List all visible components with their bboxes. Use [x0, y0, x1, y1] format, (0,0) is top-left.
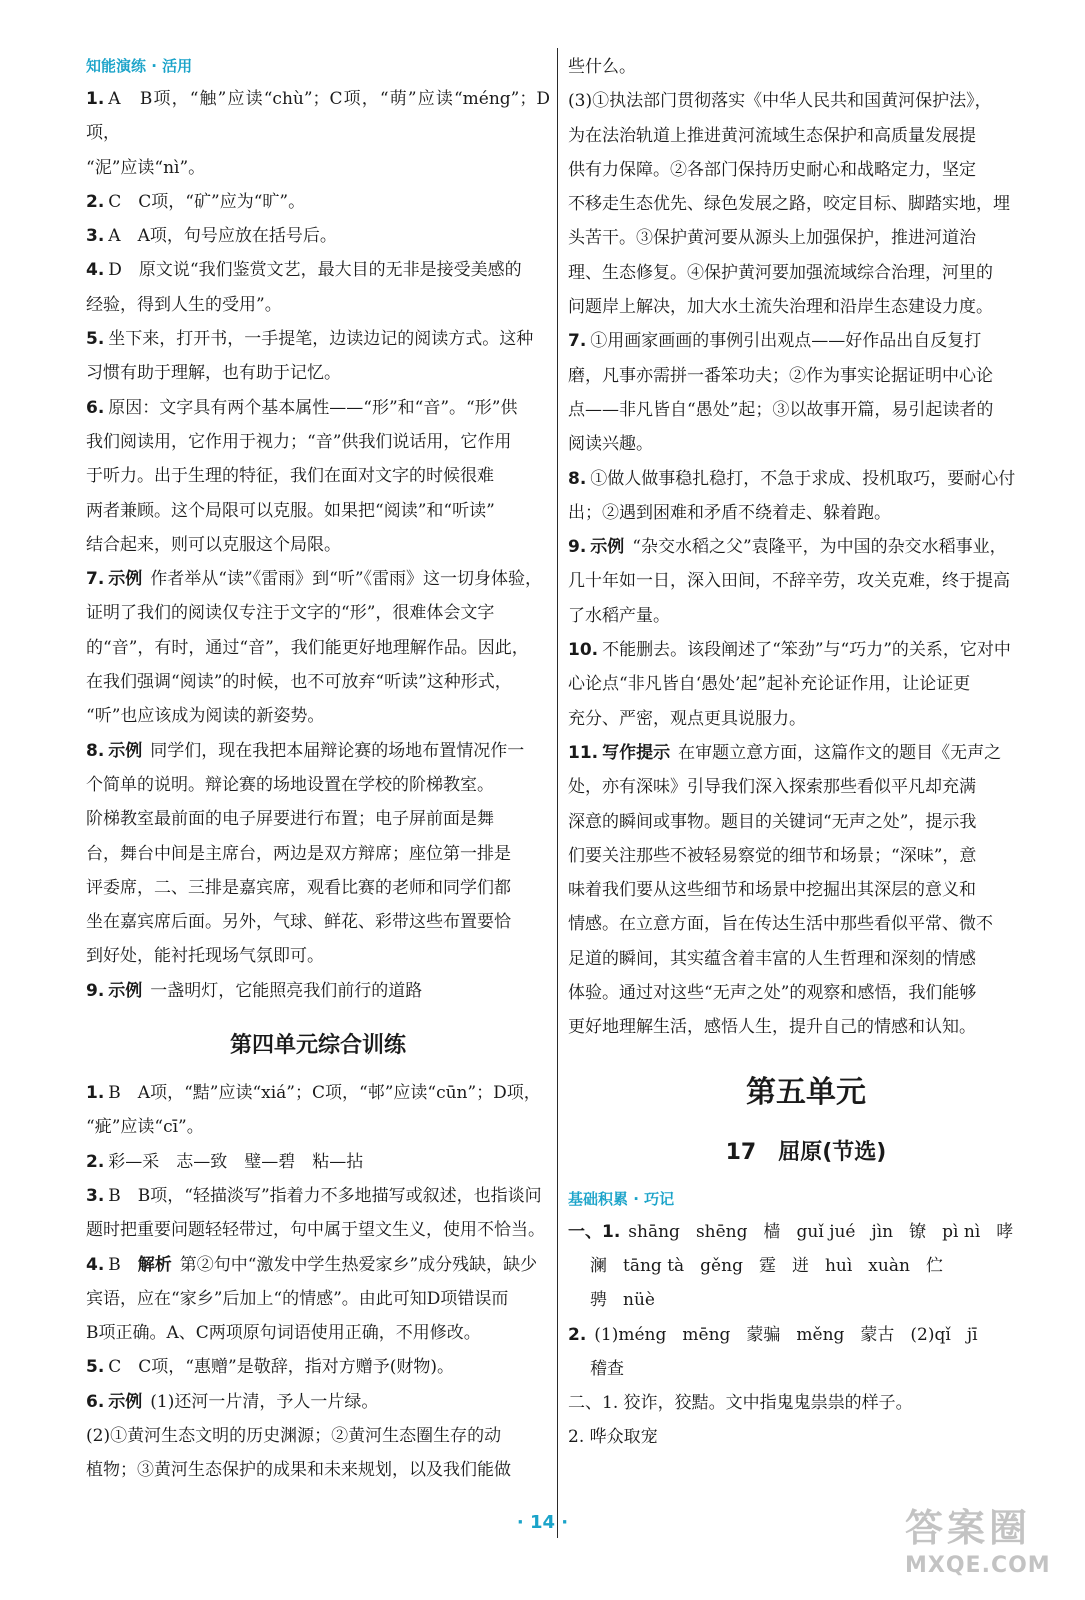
answer-line: [568, 1010, 1044, 1044]
answer-number: 5.: [86, 1357, 105, 1378]
answer-line: [568, 599, 1044, 633]
answer-line-first: [86, 185, 550, 219]
section-label-basics: 基础积累 · 巧记: [568, 1189, 675, 1208]
pinyin-entry: shēng: [695, 1221, 748, 1242]
left-answer-item: [86, 322, 550, 391]
answer-number: 8.: [568, 468, 587, 489]
answer-text: 深意的瞬间或事物。题目的关键词“无声之处”，提示我: [568, 811, 977, 832]
answer-number: 2.: [86, 1151, 105, 1172]
pinyin-entry: (2)qǐ: [910, 1324, 951, 1345]
answer-number: 3.: [86, 1185, 105, 1206]
answer-line: [86, 871, 550, 905]
pinyin-entry: huì: [824, 1255, 853, 1276]
left-answer-item: [86, 734, 550, 974]
answer-text: B项正确。A、C两项原句词语使用正确，不用修改。: [86, 1323, 481, 1344]
answer-text: 习惯有助于理解，也有助于记忆。: [86, 363, 341, 384]
unit4-answer-item: [86, 1248, 550, 1351]
answer-text: 在审题立意方面，这篇作文的题目《无声之: [678, 742, 1002, 763]
answer-text: B B项，“轻描淡写”指着力不多地描写或叙述，也指谈问: [108, 1185, 542, 1206]
unit4-answer-item: [86, 1419, 550, 1488]
pinyin-entry: 蒙古: [860, 1324, 895, 1345]
answer-text: 更好地理解生活，感悟人生，提升自己的情感和认知。: [568, 1017, 976, 1038]
answer-line: [568, 873, 1044, 907]
answer-text: 两者兼顾。这个局限可以克服。如果把“阅读”和“听读”: [86, 500, 495, 521]
page-number: · 14 ·: [516, 1512, 569, 1533]
answer-number: 9.: [568, 537, 587, 558]
answer-line: [86, 151, 550, 185]
answer-number: 2.: [86, 191, 105, 212]
answer-line: [86, 631, 550, 665]
answer-text: “疵”应读“cī”。: [86, 1117, 204, 1138]
answer-6-3-line: (3)①执法部门贯彻落实《中华人民共和国黄河保护法》，: [568, 91, 992, 112]
pinyin-entry: mēng: [682, 1324, 731, 1345]
answer-text: “杂交水稻之父”袁隆平，为中国的杂交水稻事业，: [632, 537, 1007, 558]
answer-number: 1.: [86, 1083, 105, 1104]
pinyin-entry: tāng tà: [623, 1255, 685, 1276]
answer-line: [568, 702, 1044, 736]
answer-line-first: [86, 1350, 550, 1384]
pinyin-entry: 哮: [996, 1221, 1014, 1242]
left-answer-item: [86, 82, 550, 185]
answer-line: [86, 425, 550, 459]
answer-line: [86, 459, 550, 493]
answer-line-first: [568, 633, 1044, 667]
answer-line-first: [86, 1248, 550, 1282]
answer-text: 处，亦有深味》引导我们深入探索那些看似平凡却充满: [568, 777, 976, 798]
unit-five-title: 第五单元: [746, 1074, 866, 1110]
answer-text: 在我们强调“阅读”的时候，也不可放弃“听读”这种形式，: [86, 672, 512, 693]
answer-text: A A项，句号应放在括号后。: [108, 226, 337, 247]
right-answer-item: [568, 462, 1044, 531]
answer-text: 的“音”，有时，通过“音”，我们能更好地理解作品。因此，: [86, 637, 529, 658]
pinyin-entry: 霆: [758, 1255, 776, 1276]
unit4-answer-item: [86, 1145, 550, 1179]
answer-line: [86, 905, 550, 939]
answer-text: 点——非凡皆自“愚处”起；③以故事开篇，易引起读者的: [568, 399, 994, 420]
answer-line-first: [86, 974, 550, 1008]
answer-line-first: [86, 562, 550, 596]
answer-line-first: [86, 1179, 550, 1213]
answer-tag: 写作提示: [602, 742, 671, 763]
answer-text: 彩—采 志—致 璧—碧 粘—拈: [108, 1151, 364, 1172]
pinyin-entry: guǐ jué: [796, 1221, 856, 1242]
answer-line-first: [568, 736, 1044, 770]
answer-line: [86, 768, 550, 802]
answer-6-3-line: 为在法治轨道上推进黄河流域生态保护和高质量发展提: [568, 125, 976, 146]
answer-number: 8.: [86, 740, 105, 761]
answer-line: [568, 393, 1044, 427]
answer-line: [568, 805, 1044, 839]
watermark-top-text: 答案圈: [905, 1506, 1032, 1550]
answer-line-first: [86, 734, 550, 768]
pinyin-entry: xuàn: [868, 1255, 910, 1276]
pinyin-entry: 蒙骗: [746, 1324, 781, 1345]
left-answer-item: [86, 253, 550, 322]
answer-text: 阅读兴趣。: [568, 434, 653, 455]
answer-line: [86, 596, 550, 630]
answer-text: 评委席，二、三排是嘉宾席，观看比赛的老师和同学们都: [86, 877, 511, 898]
answer-line: [568, 770, 1044, 804]
section-label-practice: 知能演练 · 活用: [86, 57, 193, 75]
answer-line: [568, 907, 1044, 941]
answer-text: ①做人做事稳扎稳打，不急于求成、投机取巧，要耐心付: [590, 468, 1016, 489]
answer-text: 宾语，应在“家乡”后加上“的情感”。由此可知D项错误而: [86, 1288, 509, 1309]
answer-6-3-line: 供有力保障。②各部门保持历史耐心和战略定力，坚定: [568, 159, 976, 180]
answer-line-first: [86, 1076, 550, 1110]
pinyin-entry: shāng: [628, 1221, 680, 1242]
answer-line: [568, 359, 1044, 393]
answer-line: [86, 356, 550, 390]
answer-line-first: [86, 219, 550, 253]
answer-line-first: [86, 1419, 550, 1453]
answer-text: 不能删去。该段阐述了“笨劲”与“巧力”的关系，它对中: [602, 640, 1011, 661]
answer-text: 出；②遇到困难和矛盾不绕着走、躲着跑。: [568, 502, 891, 523]
answer-text: 个简单的说明。辩论赛的场地设置在学校的阶梯教室。: [86, 774, 494, 795]
answer-text: 几十年如一日，深入田间，不辞辛劳，攻关克难，终于提高: [568, 571, 1010, 592]
right-answer-item: [568, 324, 1044, 461]
continued-line: 些什么。: [568, 57, 636, 77]
pinyin-entry: jī: [966, 1324, 978, 1345]
answer-line: [568, 564, 1044, 598]
pinyin-row: [568, 1215, 1044, 1249]
pinyin-entry: měng: [796, 1324, 845, 1345]
answer-text: 心论点“非凡皆自‘愚处’起”起补充论证作用，让论证更: [568, 674, 971, 695]
answer-6-3-line: 理、生态修复。④保护黄河要加强流域综合治理，河里的: [568, 262, 993, 283]
answer-number: 9.: [86, 980, 105, 1001]
answer-text: A B项，“触”应读“chù”；C项，“萌”应读“méng”；D项，: [86, 89, 550, 144]
answer-line: 二、1. 狡诈，狡黠。文中指鬼鬼祟祟的样子。: [568, 1393, 913, 1414]
answer-text: 坐在嘉宾席后面。另外，气球、鲜花、彩带这些布置要恰: [86, 912, 511, 933]
answer-text: 足道的瞬间，其实蕴含着丰富的人生哲理和深刻的情感: [568, 948, 976, 969]
answer-text: 情感。在立意方面，旨在传达生活中那些看似平常、微不: [568, 914, 993, 935]
answer-line: [86, 699, 550, 733]
answer-line-first: [86, 253, 550, 287]
answer-line: [86, 1282, 550, 1316]
answer-text: 题时把重要问题轻轻带过，句中属于望文生义，使用不恰当。: [86, 1220, 545, 1241]
answer-text: 台，舞台中间是主席台，两边是双方辩席；座位第一排是: [86, 843, 511, 864]
answer-text: C C项，“惠赠”是敬辞，指对方赠予(财物)。: [108, 1357, 454, 1378]
answer-line: 2. 哗众取宠: [568, 1427, 658, 1448]
pinyin-row: [568, 1283, 1044, 1317]
answer-text: “泥”应读“nì”。: [86, 157, 206, 178]
answer-text: 坐下来，打开书，一手提笔，边读边记的阅读方式。这种: [108, 329, 534, 350]
answer-text: 原因：文字具有两个基本属性——“形”和“音”。“形”供: [108, 397, 518, 418]
answer-line: [568, 427, 1044, 461]
answer-6-3-line: 头苦干。③保护黄河要从源头上加强保护，推进河道治: [568, 228, 976, 249]
answer-text: 第②句中“激发中学生热爱家乡”成分残缺，缺少: [179, 1254, 538, 1275]
left-column: [86, 50, 550, 1488]
answer-text: D 原文说“我们鉴赏文艺，最大目的无非是接受美感的: [108, 260, 522, 281]
answer-line-first: [86, 82, 550, 151]
right-answer-item: [568, 530, 1044, 633]
answer-number: 7.: [86, 569, 105, 590]
answer-line: [86, 1213, 550, 1247]
answer-tag: 示例: [108, 740, 143, 761]
answer-text: 证明了我们的阅读仅专注于文字的“形”，很难体会文字: [86, 603, 495, 624]
pinyin-entry: (1)méng: [594, 1324, 667, 1345]
answer-text: 了水稻产量。: [568, 605, 670, 626]
answer-text: 经验，得到人生的受用”。: [86, 294, 282, 315]
answer-text: “听”也应该成为阅读的新姿势。: [86, 706, 325, 727]
answer-text: 作者举从“读”《雷雨》到“听”《雷雨》这一切身体验，: [150, 569, 543, 590]
pinyin-entry: pì nì: [942, 1221, 981, 1242]
pinyin-entry: 稽查: [590, 1358, 624, 1379]
answer-line-first: [86, 391, 550, 425]
answer-number: 6.: [86, 397, 105, 418]
answer-number: 7.: [568, 331, 587, 352]
answer-text: B A项，“黠”应读“xiá”；C项，“邨”应读“cūn”；D项，: [108, 1083, 541, 1104]
answer-line: [86, 837, 550, 871]
left-answer-item: [86, 219, 550, 253]
right-answer-list: [568, 324, 1044, 1044]
answer-line-first: [86, 322, 550, 356]
answer-choice: B: [108, 1254, 138, 1275]
pinyin-entry: 伫: [925, 1255, 943, 1276]
answer-text: 到好处，能衬托现场气氛即可。: [86, 946, 324, 967]
left-answer-item: [86, 974, 550, 1008]
answer-line: [86, 1453, 550, 1487]
answer-number: 1.: [86, 89, 105, 109]
unit4-answer-item: [86, 1076, 550, 1145]
answer-line: [86, 1316, 550, 1350]
pinyin-entry: 澜: [590, 1255, 607, 1276]
pinyin-entry: 镣: [909, 1221, 927, 1242]
answer-number: 10.: [568, 640, 599, 661]
left-answer-item: [86, 391, 550, 562]
right-answer-item: [568, 633, 1044, 736]
answer-text: (2)①黄河生态文明的历史渊源；②黄河生态圈生存的动: [86, 1425, 502, 1446]
answer-line: [86, 802, 550, 836]
unit4-answer-item: [86, 1385, 550, 1419]
answer-number: 4.: [86, 1254, 105, 1275]
pinyin-row: [568, 1249, 1044, 1283]
answer-text: (1)还河一片清，予人一片绿。: [150, 1391, 379, 1412]
answer-tag: 示例: [108, 1391, 143, 1412]
answer-text: 同学们，现在我把本届辩论赛的场地布置情况作一: [150, 740, 525, 761]
right-answer-item: [568, 736, 1044, 1045]
answer-line-first: [568, 530, 1044, 564]
unit4-answer-item: [86, 1350, 550, 1384]
lesson-title: 17 屈原(节选): [725, 1139, 887, 1165]
answer-line-first: [86, 1145, 550, 1179]
answer-tag: 示例: [108, 980, 143, 1001]
answer-line: [568, 667, 1044, 701]
answer-6-3-line: 不移走生态优先、绿色发展之路，咬定目标、脚踏实地，埋: [568, 194, 1010, 215]
answer-text: 我们阅读用，它作用于视力；“音”供我们说话用，它作用: [86, 431, 512, 452]
answer-number: 3.: [86, 226, 105, 247]
unit-four-heading: 第四单元综合训练: [229, 1033, 406, 1059]
pinyin-entry: 樯: [763, 1221, 781, 1242]
left-answer-list: [86, 82, 550, 1008]
answer-number: 11.: [568, 742, 599, 763]
answer-text: 磨，凡事亦需拼一番笨功夫；②作为事实论据证明中心论: [568, 365, 993, 386]
left-answer-item: [86, 562, 550, 733]
pinyin-entry: 骋: [590, 1290, 607, 1311]
pinyin-row: [568, 1318, 1044, 1352]
answer-line: [86, 665, 550, 699]
answer-text: 们要关注那些不被轻易察觉的细节和场景；“深味”，意: [568, 845, 977, 866]
answer-text: C C项，“矿”应为“旷”。: [108, 191, 306, 212]
right-column: [568, 50, 1044, 1455]
answer-line: [86, 288, 550, 322]
answer-line: [568, 496, 1044, 530]
answer-text: ①用画家画画的事例引出观点——好作品出自反复打: [590, 331, 982, 352]
pinyin-row: [568, 1352, 1044, 1386]
answer-text: 于听力。出于生理的特征，我们在面对文字的时候很难: [86, 466, 494, 487]
pinyin-answers: [568, 1215, 1044, 1455]
unit4-answer-item: [86, 1179, 550, 1248]
question-number: 一、1.: [568, 1221, 621, 1242]
answer-text: 植物；③黄河生态保护的成果和未来规划，以及我们能做: [86, 1460, 511, 1481]
answer-line: [86, 1110, 550, 1144]
question-number: 2.: [568, 1324, 587, 1345]
answer-line: [568, 942, 1044, 976]
pinyin-entry: gěng: [700, 1255, 743, 1276]
answer-number: 4.: [86, 260, 105, 281]
answer-number: 6.: [86, 1391, 105, 1412]
unit-four-answer-list: [86, 1076, 550, 1488]
answer-line: [568, 839, 1044, 873]
watermark-bottom-text: MXQE.COM: [905, 1553, 1051, 1578]
answer-tag: 示例: [108, 569, 143, 590]
pinyin-entry: 迸: [791, 1255, 809, 1276]
answer-line: [86, 939, 550, 973]
answer-line-first: [86, 1385, 550, 1419]
answer-text: 一盏明灯，它能照亮我们前行的道路: [150, 980, 423, 1001]
column-divider: [557, 48, 558, 1538]
answer-line-first: [568, 324, 1044, 358]
answer-text: 充分、严密，观点更具说服力。: [568, 708, 806, 729]
answer-line: [86, 528, 550, 562]
answer-6-3: [568, 84, 1044, 324]
left-answer-item: [86, 185, 550, 219]
answer-line: [568, 976, 1044, 1010]
answer-number: 5.: [86, 329, 105, 350]
pinyin-entry: nüè: [623, 1290, 655, 1311]
answer-tag: 示例: [590, 537, 625, 558]
answer-6-3-line: 问题岸上解决，加大水土流失治理和沿岸生态建设力度。: [568, 297, 993, 318]
continued-text: [568, 50, 1044, 84]
watermark-logo: [905, 1505, 1070, 1593]
answer-text: 味着我们要从这些细节和场景中挖掘出其深层的意义和: [568, 880, 976, 901]
answer-line: [86, 494, 550, 528]
answer-text: 体验。通过对这些“无声之处”的观察和感悟，我们能够: [568, 983, 977, 1004]
answer-text: 结合起来，则可以克服这个局限。: [86, 534, 341, 555]
pinyin-entry: jìn: [871, 1221, 894, 1242]
answer-text: 阶梯教室最前面的电子屏要进行布置；电子屏前面是舞: [86, 809, 494, 830]
answer-line-first: [568, 462, 1044, 496]
answer-tag: 解析: [137, 1254, 172, 1275]
